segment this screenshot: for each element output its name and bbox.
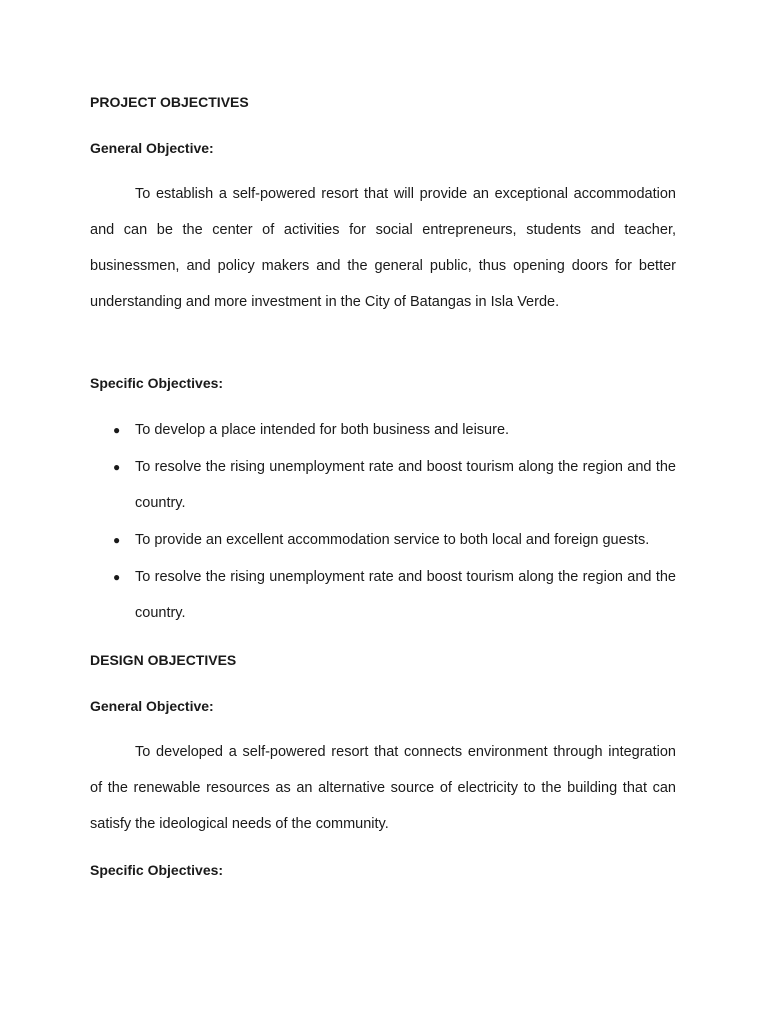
- list-item-text: To develop a place intended for both business and leisure.: [135, 422, 510, 438]
- project-objectives-heading: PROJECT OBJECTIVES: [90, 94, 249, 110]
- design-objectives-heading: DESIGN OBJECTIVES: [90, 652, 237, 668]
- list-item-text: To resolve the rising unemployment rate and boost tourism along the region and the country.: [135, 569, 676, 621]
- list-item: [90, 412, 676, 448]
- project-specific-objectives-list: [90, 412, 676, 632]
- project-general-objective-heading: General Objective:: [90, 140, 214, 156]
- list-item: [90, 522, 676, 558]
- document-page: [90, 0, 676, 1024]
- bullet-icon: ●: [113, 570, 121, 584]
- list-item-text: To provide an excellent accommodation service to both local and foreign guests.: [135, 532, 650, 548]
- bullet-icon: ●: [113, 460, 121, 474]
- bullet-icon: ●: [113, 423, 121, 437]
- list-item-text: To resolve the rising unemployment rate and boost tourism along the region and the country.: [135, 459, 676, 511]
- design-specific-objectives-heading: Specific Objectives:: [90, 862, 224, 878]
- project-specific-objectives-heading: Specific Objectives:: [90, 375, 224, 391]
- list-item: [90, 559, 676, 631]
- design-general-objective-text: To developed a self-powered resort that connects environment through integration of the renewable resources as an alternative source of electricity to the building that can satisfy the ideological needs of the community.: [90, 744, 676, 832]
- bullet-icon: ●: [113, 533, 121, 547]
- project-general-objective-text: To establish a self-powered resort that will provide an exceptional accommodation and can be the center of activities for social entrepreneurs, students and teacher, businessmen, and policy makers and the general public, thus opening doors for better understanding and more investment in the City of Batangas in Isla Verde.: [90, 186, 676, 310]
- list-item: [90, 449, 676, 521]
- design-general-objective-heading: General Objective:: [90, 698, 214, 714]
